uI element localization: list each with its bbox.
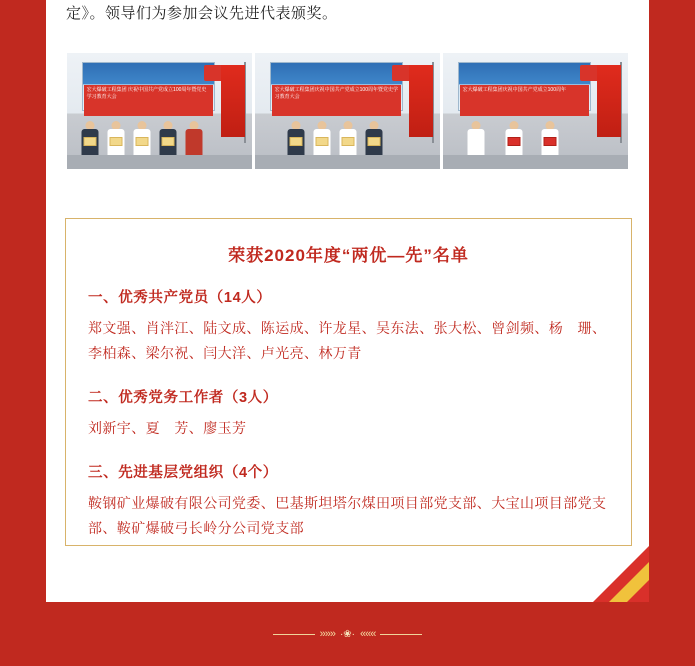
honor-list-box — [65, 218, 632, 546]
honor-list-title: 荣获2020年度“两优—先”名单 — [228, 246, 469, 265]
ribbon-layer-red-inner — [627, 580, 649, 602]
ornament-line-right — [380, 634, 422, 635]
left-red-margin — [0, 0, 46, 666]
photo-stage-front — [67, 155, 252, 169]
honor-section-outstanding-party-workers — [88, 386, 609, 441]
footer-ornament — [273, 628, 423, 640]
ornament-center-dot: ·❀· — [339, 628, 356, 640]
honor-section-outstanding-party-members — [88, 286, 609, 366]
section-body: 鞍钢矿业爆破有限公司党委、巴基斯坦塔尔煤田项目部党支部、大宝山项目部党支部、鞍矿爆破弓长岭分公司党支部 — [88, 495, 607, 536]
section-body: 郑文强、肖泮江、陆文成、陈运成、许龙星、吴东法、张大松、曾剑频、杨 珊、李柏森、梁尔祝、闫大洋、卢光亮、林万青 — [88, 320, 607, 361]
photo-award-ceremony-3[interactable] — [443, 53, 628, 169]
corner-ribbon-decoration — [593, 546, 649, 602]
photo-banner-text: 宏大爆破工程集团庆祝中国共产党成立100周年 — [460, 85, 590, 115]
honor-section-advanced-grassroots-organizations — [88, 461, 609, 541]
photo-award-ceremony-1[interactable] — [67, 53, 252, 169]
footer-bar — [0, 602, 695, 666]
ornament-line-left — [273, 634, 315, 635]
ornament-chevrons-right: ««« — [360, 628, 376, 640]
photo-banner-text: 宏大爆破工程集团庆祝中国共产党成立100周年暨党史学习教育大会 — [272, 85, 402, 115]
top-paragraph: 定》。领导们为参加会议先进代表颁奖。 — [66, 5, 338, 22]
right-red-margin — [649, 0, 695, 666]
content-panel — [46, 0, 649, 602]
section-body: 刘新宇、夏 芳、廖玉芳 — [88, 420, 247, 436]
section-heading: 一、优秀共产党员（14人） — [88, 290, 272, 306]
section-heading: 三、先进基层党组织（4个） — [88, 465, 278, 481]
ornament-chevrons-left: »»» — [319, 628, 335, 640]
photo-stage-front — [255, 155, 440, 169]
photo-stage-front — [443, 155, 628, 169]
photo-strip — [67, 53, 629, 169]
section-heading: 二、优秀党务工作者（3人） — [88, 390, 278, 406]
photo-banner-text: 宏大爆破工程集团 庆祝中国共产党成立100周年暨党史学习教育大会 — [84, 85, 214, 115]
photo-award-ceremony-2[interactable] — [255, 53, 440, 169]
